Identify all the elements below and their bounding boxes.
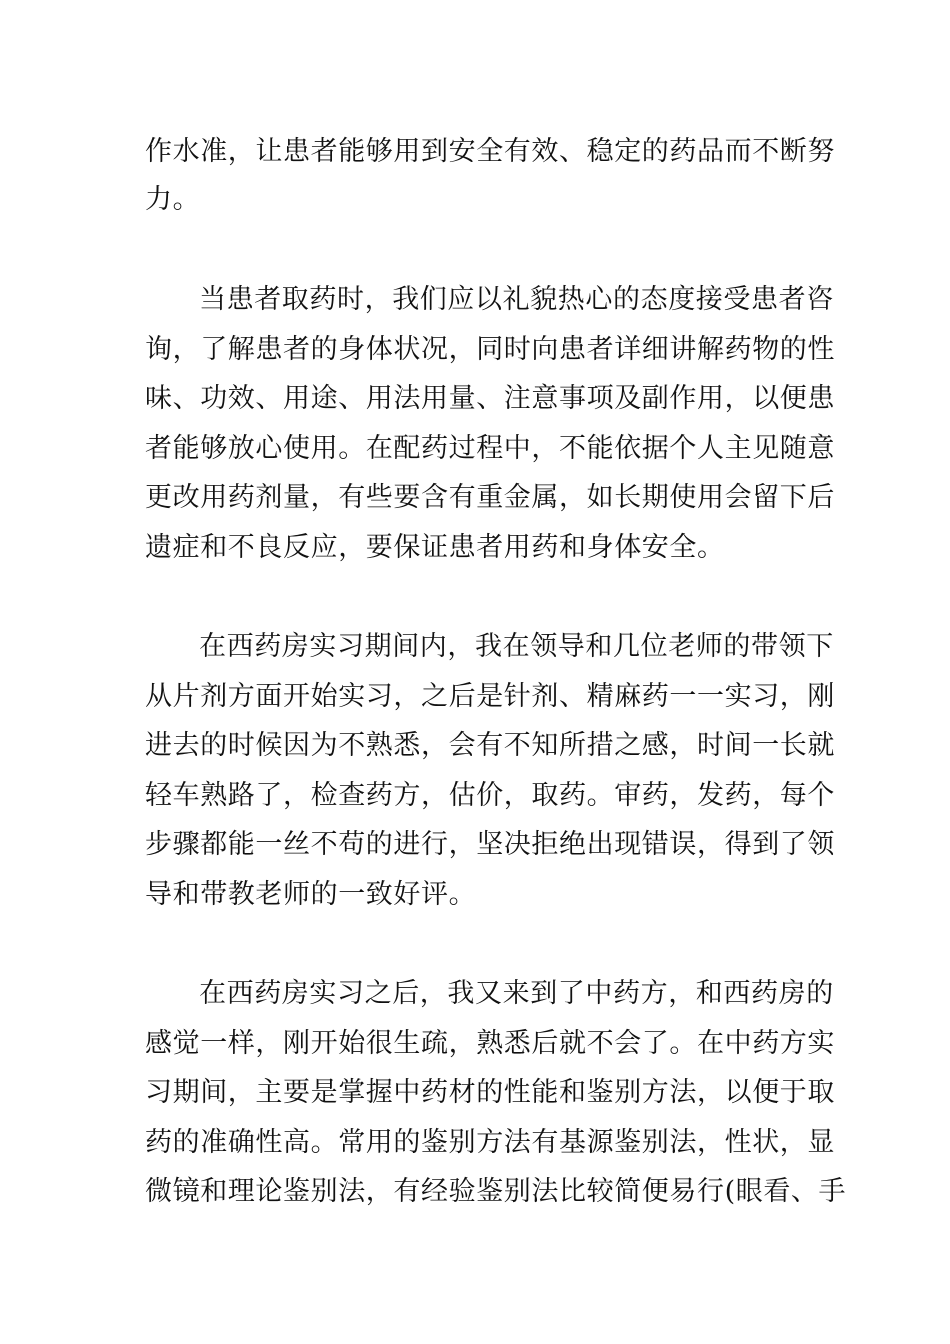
paragraph-line: 从片剂方面开始实习，之后是针剂、精麻药一一实习，刚 bbox=[145, 681, 835, 712]
paragraph-line: 进去的时候因为不熟悉，会有不知所措之感，时间一长就 bbox=[145, 730, 835, 761]
paragraph-line: 步骤都能一丝不苟的进行，坚决拒绝出现错误，得到了领 bbox=[145, 829, 835, 860]
paragraph-line: 导和带教老师的一致好评。 bbox=[145, 879, 477, 910]
paragraph-line: 询，了解患者的身体状况，同时向患者详细讲解药物的性 bbox=[145, 334, 835, 365]
paragraph-line: 感觉一样，刚开始很生疏，熟悉后就不会了。在中药方实 bbox=[145, 1028, 835, 1059]
paragraph-line: 遗症和不良反应，要保证患者用药和身体安全。 bbox=[145, 532, 725, 563]
paragraph-line: 者能够放心使用。在配药过程中，不能依据个人主见随意 bbox=[145, 433, 835, 464]
paragraph-line: 微镜和理论鉴别法，有经验鉴别法比较简便易行(眼看、手 bbox=[145, 1176, 847, 1207]
paragraph-line: 在西药房实习期间内，我在领导和几位老师的带领下 bbox=[199, 631, 834, 662]
paragraph-line: 轻车熟路了，检查药方，估价，取药。审药，发药，每个 bbox=[145, 780, 835, 811]
paragraph-line: 在西药房实习之后，我又来到了中药方，和西药房的 bbox=[199, 978, 834, 1009]
paragraph-line: 药的准确性高。常用的鉴别方法有基源鉴别法，性状，显 bbox=[145, 1127, 835, 1158]
paragraph-line: 味、功效、用途、用法用量、注意事项及副作用，以便患 bbox=[145, 383, 835, 414]
paragraph-line: 作水准，让患者能够用到安全有效、稳定的药品而不断努 bbox=[145, 136, 835, 167]
paragraph-line: 习期间，主要是掌握中药材的性能和鉴别方法，以便于取 bbox=[145, 1077, 835, 1108]
paragraph-line: 力。 bbox=[145, 184, 201, 215]
paragraph-line: 当患者取药时，我们应以礼貌热心的态度接受患者咨 bbox=[199, 284, 834, 315]
paragraph-line: 更改用药剂量，有些要含有重金属，如长期使用会留下后 bbox=[145, 482, 835, 513]
